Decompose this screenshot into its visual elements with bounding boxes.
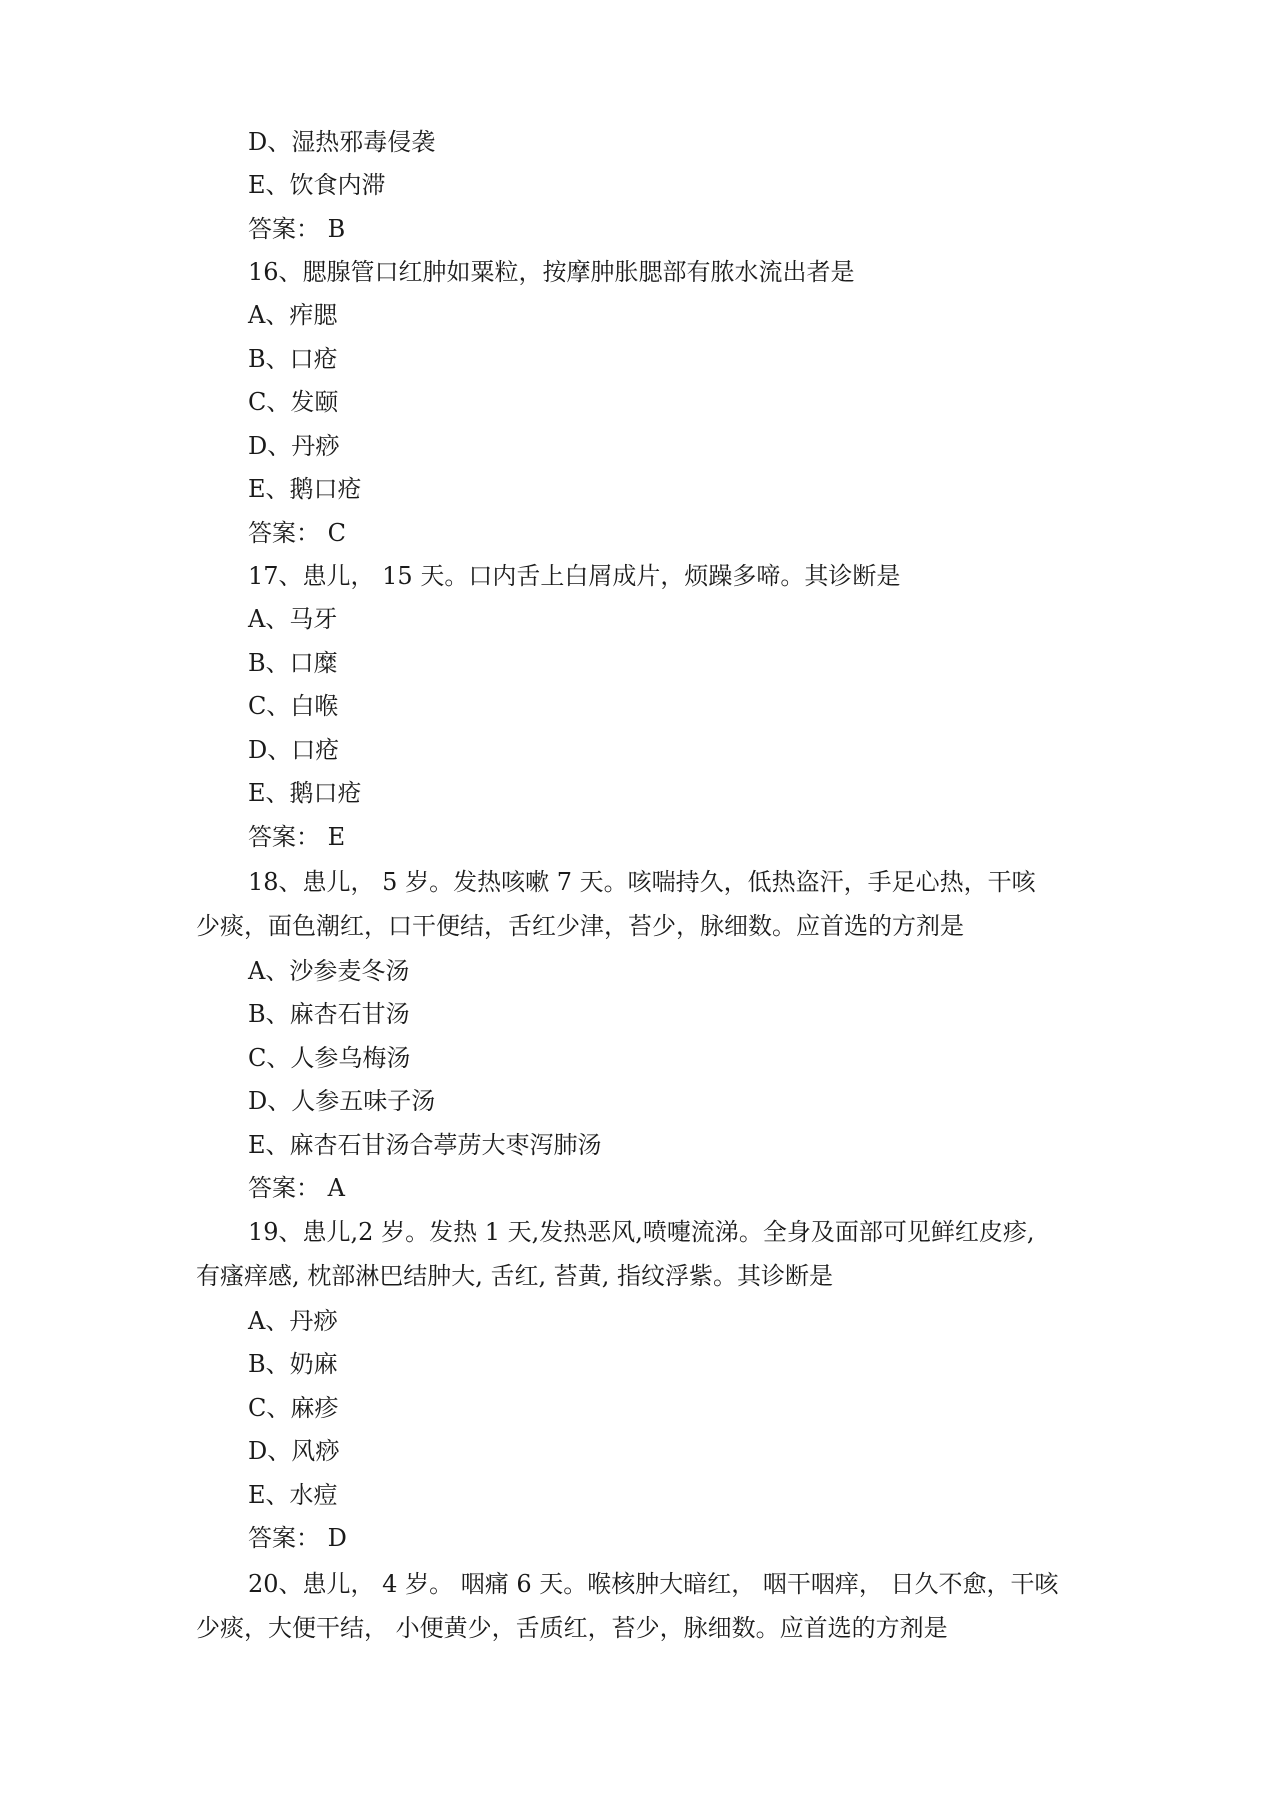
option-b: B、口疮 (248, 345, 338, 373)
option-a: A、马牙 (248, 605, 338, 633)
answer-line: 答案： B (248, 215, 346, 243)
option-c: C、发颐 (248, 388, 339, 416)
question-20-continued: 少痰，大便干结， 小便黄少，舌质红，苔少，脉细数。应首选的方剂是 (196, 1614, 948, 1642)
option-b: B、奶麻 (248, 1350, 338, 1378)
option-b: B、麻杏石甘汤 (248, 1000, 410, 1028)
option-d: D、丹痧 (248, 432, 340, 460)
answer-line: 答案： C (248, 519, 346, 547)
option-d: D、口疮 (248, 736, 340, 764)
option-e: E、鹅口疮 (248, 779, 362, 807)
option-b: B、口糜 (248, 649, 338, 677)
question-19-continued: 有瘙痒感, 枕部淋巴结肿大, 舌红, 苔黄, 指纹浮紫。其诊断是 (196, 1262, 834, 1290)
question-18: 18、患儿， 5 岁。发热咳嗽 7 天。咳喘持久，低热盗汗，手足心热，干咳 (248, 868, 1036, 896)
question-19: 19、患儿,2 岁。发热 1 天,发热恶风,喷嚏流涕。全身及面部可见鲜红皮疹, (248, 1218, 1035, 1246)
answer-line: 答案： A (248, 1174, 345, 1202)
question-17: 17、患儿， 15 天。口内舌上白屑成片，烦躁多啼。其诊断是 (248, 562, 901, 590)
question-20: 20、患儿， 4 岁。 咽痛 6 天。喉核肿大暗红， 咽干咽痒， 日久不愈，干咳 (248, 1570, 1059, 1598)
option-e: E、麻杏石甘汤合葶苈大枣泻肺汤 (248, 1131, 602, 1159)
option-a: A、痄腮 (248, 301, 338, 329)
option-d: D、湿热邪毒侵袭 (248, 128, 436, 156)
option-d: D、人参五味子汤 (248, 1087, 436, 1115)
answer-line: 答案： D (248, 1524, 347, 1552)
option-d: D、风痧 (248, 1437, 340, 1465)
option-e: E、饮食内滞 (248, 171, 386, 199)
question-18-continued: 少痰，面色潮红，口干便结，舌红少津，苔少，脉细数。应首选的方剂是 (196, 912, 964, 940)
option-e: E、水痘 (248, 1481, 338, 1509)
option-a: A、丹痧 (248, 1307, 338, 1335)
option-c: C、白喉 (248, 692, 339, 720)
question-16: 16、腮腺管口红肿如粟粒，按摩肿胀腮部有脓水流出者是 (248, 258, 855, 286)
option-c: C、麻疹 (248, 1394, 339, 1422)
option-e: E、鹅口疮 (248, 475, 362, 503)
option-c: C、人参乌梅汤 (248, 1044, 411, 1072)
option-a: A、沙参麦冬汤 (248, 957, 410, 985)
answer-line: 答案： E (248, 823, 346, 851)
